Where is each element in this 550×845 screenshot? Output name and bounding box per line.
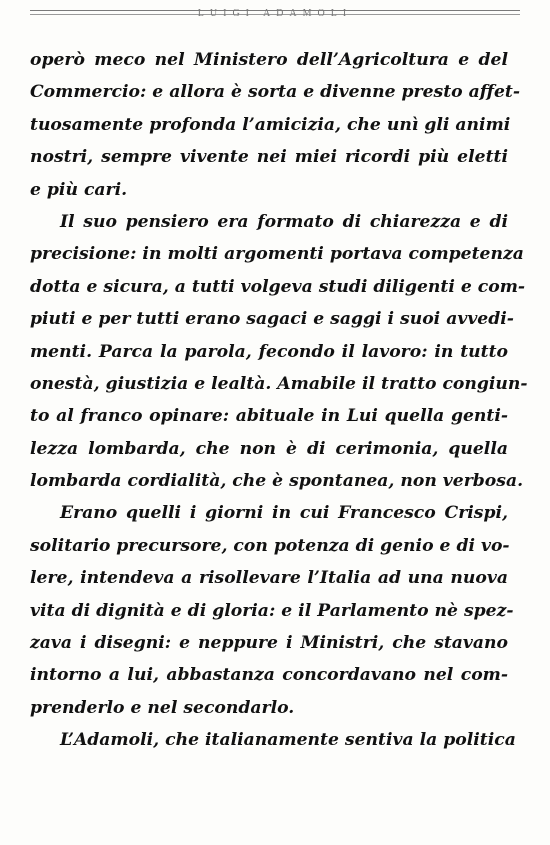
text-line: menti. Parca la parola, fecondo il lavoro: in tutto <box>30 341 508 362</box>
text-line: zava i disegni: e neppure i Ministri, che stavano <box>30 633 508 654</box>
text-line: e più cari. <box>30 179 128 200</box>
text-line: to al franco opinare: abituale in Lui quella genti- <box>30 406 508 427</box>
text-line: intorno a lui, abbastanza concordavano nel com- <box>30 665 508 686</box>
text-line: onestà, giustizia e lealtà. Amabile il tratto congiun- <box>30 373 528 394</box>
text-line: dotta e sicura, a tutti volgeva studi diligenti e com- <box>30 276 526 297</box>
text-line: precisione: in molti argomenti portava competenza <box>30 244 524 265</box>
text-line: vita di dignità e di gloria: e il Parlamento nè spez- <box>30 600 514 621</box>
text-line: lezza lombarda, che non è di cerimonia, quella <box>30 438 508 459</box>
paragraph-first-line: L’Adamoli, che italianamente sentiva la politica <box>60 730 516 751</box>
text-line: Commercio: e allora è sorta e divenne presto affet- <box>30 82 520 103</box>
header-rule <box>30 8 520 19</box>
paragraph-first-line: Il suo pensiero era formato di chiarezza e di <box>60 211 508 232</box>
text-line: operò meco nel Ministero dell’Agricoltura e del <box>30 50 508 70</box>
text-line: lombarda cordialità, che è spontanea, non verbosa. <box>30 471 524 492</box>
text-line: prenderlo e nel secondarlo. <box>30 697 295 718</box>
paragraph-first-line: Erano quelli i giorni in cui Francesco Crispi, <box>60 503 508 524</box>
text-line: lere, intendeva a risollevare l’Italia ad una nuova <box>30 568 508 589</box>
text-line: nostri, sempre vivente nei miei ricordi più eletti <box>30 147 508 168</box>
body-text <box>30 44 528 757</box>
text-line: solitario precursore, con potenza di genio e di vo- <box>30 535 510 556</box>
text-line: tuosamente profonda l’amicizia, che unì gli animi <box>30 114 511 135</box>
text-line: piuti e per tutti erano sagaci e saggi i suoi avvedi- <box>30 309 514 330</box>
running-head: LUIGI ADAMOLI <box>197 8 353 19</box>
